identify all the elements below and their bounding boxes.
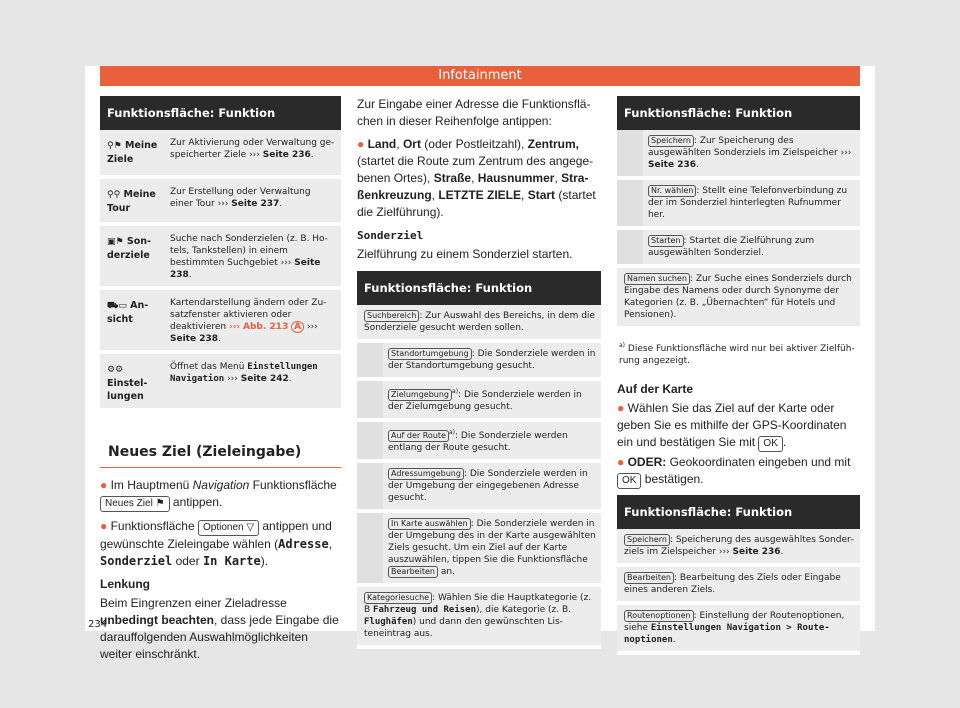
desc-text: : Zur Suche eines Sonderziels durch Eingabe des Namens oder durch Synonyme der Kategorien (z. B. „Übernachten“ für Hotels und Pensionen). [624, 274, 852, 320]
page-number: 234 [88, 619, 108, 630]
table-cell-desc: Zur Aktivierung oder Verwaltung gespeicherter Ziele ››› Seite 236. [165, 130, 341, 177]
text: Geokoordinaten eingeben und mit [666, 455, 851, 469]
table-cell [383, 511, 601, 585]
indent-cell [357, 511, 383, 585]
table-cell-label [100, 177, 165, 224]
text: (startet die Route zum Zentrum des angegebenen Ortes), [357, 154, 594, 185]
text: Funktionsfläche [249, 478, 337, 492]
arrow-ref: ››› [840, 148, 852, 158]
desc-text: : Die Sonderziele werden in der Umgebung der eingegebenen Adresse gesucht. [388, 469, 588, 503]
kategoriesuche-button[interactable]: Kategoriesuche [364, 592, 432, 604]
arrow-ref: ››› [249, 150, 260, 160]
map-view-icon: ⛟▭ [107, 301, 127, 311]
table-cell: Speichern : Speicherung des ausgewähltes Sonderziels im Zielspeicher ››› Seite 236. [617, 529, 860, 565]
desc-text: : Zur Speicherung des ausgewählten Sonderziels im Zielspeicher [648, 136, 838, 158]
desc-text: : Wählen Sie die Hauptkategorie (z. B [364, 593, 592, 615]
desc-text: Öffnet das Menü [170, 362, 245, 372]
field-name: Ort [402, 137, 421, 151]
label-text: Einstellungen [107, 378, 148, 402]
desc-text: Suche nach Sonderzielen (z. B. Hotels, Tankstellen) in einem bestimmten Suchgebiet [170, 234, 328, 268]
page-ref-link[interactable]: Seite 238 [170, 334, 218, 344]
indent-cell [617, 130, 643, 178]
page-ref-link[interactable]: Seite 242 [240, 374, 289, 384]
desc-text: : Speicherung des ausgewähltes Sonderziels im Zielspeicher [624, 535, 854, 557]
table-header: Funktionsfläche: Funktion [357, 271, 601, 305]
table-cell-label [100, 224, 165, 288]
bearbeiten-button[interactable]: Bearbeiten [388, 566, 438, 578]
desc-text: : Bearbeitung des Ziels oder Eingabe eines anderen Ziels. [624, 573, 841, 595]
indent-cell [617, 178, 643, 228]
text: oder [172, 554, 203, 568]
table-header: Funktionsfläche: Funktion [617, 495, 860, 529]
text: Funktionsfläche [110, 519, 198, 533]
table-cell-label [100, 352, 165, 410]
subheading: Lenkung [100, 577, 150, 591]
desc-text: : Stellt eine Telefonverbindung zu der im Sonderziel hinterlegten Rufnummer her. [648, 186, 848, 220]
table-cell [383, 420, 601, 461]
desc-text: : Die Sonderziele werden in der Umgebung des in der Karte ausgewählten Ziels gesucht. Um ein Ziel auf der Karte auszuwählen, tippen Sie die Funktionsfläche [388, 519, 596, 565]
text-italic: Navigation [192, 478, 250, 492]
table-cell-label [100, 288, 165, 352]
instruction-bullet [617, 454, 860, 489]
table-cell [383, 461, 601, 511]
page-ref-link[interactable]: Seite 236 [648, 160, 696, 170]
label-text: Meine Ziele [107, 140, 158, 165]
poi-flag-icon: ▣⚑ [107, 237, 124, 247]
in-karte-auswaehlen-button[interactable]: In Karte auswählen [388, 518, 471, 530]
arrow-ref: ››› [217, 199, 229, 209]
arrow-ref: ››› [227, 374, 238, 384]
table-cell-desc: Zur Erstellung oder Verwaltung einer Tour ››› Seite 237. [165, 177, 341, 224]
suchbereich-button[interactable]: Suchbereich [364, 310, 419, 322]
indent-cell [357, 341, 383, 379]
label-text: Meine Tour [107, 189, 156, 214]
tour-route-icon: ⚲⚲ [107, 190, 121, 200]
desc-text: Kartendarstellung ändern oder Zusatzfenster aktivieren oder deaktivieren [170, 298, 327, 332]
desc-text: : Die Sonderziele werden in der Standortumgebung gesucht. [388, 349, 596, 371]
table-cell [617, 603, 860, 653]
ok-button[interactable]: OK [617, 473, 641, 489]
adressumgebung-button[interactable]: Adressumgebung [388, 468, 464, 480]
text: Beim Eingrenzen einer Zieladresse [100, 596, 287, 610]
subheading-mono: Sonderziel [357, 229, 424, 242]
table-cell [357, 305, 601, 341]
address-instructions [357, 96, 601, 263]
field-name: Straße [433, 171, 472, 185]
desc-text: Zur Erstellung oder Verwaltung einer Tour [170, 187, 311, 209]
menu-name: Einstellungen Navigation [170, 362, 318, 384]
bullet-icon: ● [100, 519, 108, 533]
text: Wählen Sie das Ziel auf der Karte oder geben Sie es mithilfe der GPS-Koordinaten ein und bestätigen Sie mit [617, 401, 847, 449]
menu-name: Einstellungen Navigation > Routenoptionen [624, 623, 830, 645]
bullet-icon: ● [357, 137, 365, 151]
arrow-ref: ››› [229, 322, 241, 332]
menu-name: Flughäfen [364, 617, 413, 627]
text: (startet die Zielführung). [357, 188, 596, 219]
function-table-navigation [100, 96, 341, 412]
bullet-icon: ● [617, 401, 625, 415]
speichern-button[interactable]: Speichern [648, 135, 694, 147]
function-table-karte [617, 495, 860, 655]
table-cell [383, 341, 601, 379]
desc-text: : Die Sonderziele werden in der Zielumgebung gesucht. [388, 390, 582, 412]
footnote-mark: a) [619, 342, 626, 349]
desc-text: an. [437, 567, 455, 577]
field-name: Straßenkreuzung [357, 171, 589, 202]
menu-option: Adresse [278, 537, 329, 551]
function-table-sonderziel-cont [617, 96, 860, 330]
flag-icon: ⚑ [155, 498, 165, 509]
indent-cell [357, 379, 383, 420]
routenoptionen-button[interactable]: Routenoptionen [624, 610, 694, 622]
nr-waehlen-button[interactable]: Nr. wählen [648, 185, 696, 197]
text: (oder Postleitzahl), [420, 137, 528, 151]
table-cell-desc: Suche nach Sonderzielen (z. B. Hotels, Tankstellen) in einem bestimmten Suchgebiet ››› Seite 238. [165, 224, 341, 288]
menu-option: In Karte [202, 554, 261, 568]
arrow-ref: ››› [280, 258, 292, 268]
figure-callout: A [291, 321, 304, 333]
indent-cell [357, 461, 383, 511]
bearbeiten-button[interactable]: Bearbeiten [624, 572, 674, 584]
zielumgebung-button[interactable]: Zielumgebung [388, 389, 452, 401]
namen-suchen-button[interactable]: Namen suchen [624, 273, 690, 285]
desc-text: : Einstellung der Routenoptionen, siehe [624, 611, 845, 633]
table-cell-label [100, 130, 165, 177]
table-cell [617, 565, 860, 603]
subheading: Auf der Karte [617, 382, 694, 396]
table-header: Funktionsfläche: Funktion [617, 96, 860, 130]
arrow-ref: ››› [306, 322, 318, 332]
footnote-ref: a) [452, 388, 459, 395]
table-cell [643, 228, 860, 266]
text: . [782, 435, 787, 449]
desc-text: Zur Aktivierung oder Verwaltung gespeicherter Ziele [170, 138, 335, 160]
table-cell [357, 585, 601, 647]
speichern-button[interactable]: Speichern [624, 534, 670, 546]
paragraph: Zur Eingabe einer Adresse die Funktionsflächen in dieser Reihenfolge antippen: [357, 97, 591, 128]
page-ref-link[interactable]: Seite 237 [231, 199, 280, 209]
text: , [328, 537, 333, 551]
footnote-ref: a) [448, 429, 455, 436]
page-ref-link[interactable]: Seite 238 [170, 258, 321, 280]
neues-ziel-button[interactable] [100, 496, 170, 512]
text-bold: unbedingt beachten [100, 613, 214, 627]
settings-gear-icon: ⚙⚙ [107, 365, 124, 375]
text: ). [260, 554, 269, 568]
desc-text: . [672, 635, 676, 645]
page-ref-link[interactable]: Seite 236 [262, 150, 311, 160]
button-label: Neues Ziel [105, 498, 153, 509]
column-2 [357, 96, 601, 649]
ok-button[interactable]: OK [758, 436, 782, 452]
desc-text: : Startet die Zielführung zum ausgewählten Sonderziel. [648, 236, 815, 258]
footnote [617, 340, 860, 367]
optionen-button[interactable]: Optionen ▽ [198, 520, 259, 536]
field-name: Hausnummer [477, 171, 555, 185]
waypoint-flag-icon: ⚲⚑ [107, 141, 122, 151]
field-name: LETZTE ZIELE [438, 188, 522, 202]
function-table-sonderziel [357, 271, 601, 649]
desc-text: ) und dann den gewünschten Listeneintrag aus. [364, 617, 563, 639]
menu-name: Fahrzeug und Reisen [373, 605, 476, 615]
instruction-bullet [100, 477, 341, 512]
table-cell [643, 178, 860, 228]
footnote-text: Diese Funktionsfläche wird nur bei aktiver Zielführung angezeigt. [619, 344, 855, 366]
desc-text: : Die Sonderziele werden entlang der Route gesucht. [388, 431, 568, 453]
indent-cell [617, 228, 643, 266]
figure-ref-link[interactable]: Abb. 213 [243, 322, 289, 332]
label-text: Sonderziele [107, 236, 151, 261]
column-3 [617, 96, 860, 655]
text: , dass jede Eingabe die darauffolgenden Auswahlmöglichkeiten weiter einschränkt. [100, 613, 339, 661]
table-cell [383, 379, 601, 420]
section-body [100, 468, 341, 663]
label-text: Ansicht [107, 300, 149, 325]
field-name: Land [367, 137, 397, 151]
text: bestätigen. [641, 472, 704, 486]
table-cell-desc: Kartendarstellung ändern oder Zusatzfenster aktivieren oder deaktivieren ››› Abb. 213 A ››› Seite 238. [165, 288, 341, 352]
bullet-icon: ● [617, 455, 625, 469]
table-header: Funktionsfläche: Funktion [100, 96, 341, 130]
text: antippen. [169, 495, 223, 509]
instruction-bullet [617, 400, 860, 452]
desc-text: : Zur Auswahl des Bereichs, in dem die Sonderziele gesucht werden sollen. [364, 311, 595, 333]
paragraph [100, 595, 341, 663]
table-cell [617, 266, 860, 328]
column-1 [100, 96, 341, 669]
auf-der-route-button[interactable]: Auf der Route [388, 430, 449, 442]
section-title: Neues Ziel (Zieleingabe) [100, 436, 341, 468]
arrow-ref: ››› [718, 547, 730, 557]
standortumgebung-button[interactable]: Standortumgebung [388, 348, 472, 360]
karte-section [617, 381, 860, 489]
table-cell-desc: Öffnet das Menü Einstellungen Navigation ››› Seite 242. [165, 352, 341, 410]
text: Im Hauptmenü [110, 478, 193, 492]
page-ref-link[interactable]: Seite 236 [732, 547, 781, 557]
bullet-icon: ● [100, 478, 108, 492]
paragraph: Zielführung zu einem Sonderziel starten. [357, 247, 573, 261]
desc-text: ), die Kategorie (z. B. [476, 605, 571, 615]
field-name: Zentrum, [527, 137, 579, 151]
text-bold: ODER: [627, 455, 667, 469]
field-name: Start [527, 188, 556, 202]
instruction-bullet: ● Land, Ort (oder Postleitzahl), Zentrum, (startet die Route zum Zentrum des angegebenen Ortes), Straße, Hausnummer, Straßenkreuzung, LETZTE ZIELE, Start (startet die Zielführung). [357, 137, 596, 219]
section [100, 436, 341, 663]
starten-button[interactable]: Starten [648, 235, 684, 247]
menu-option: Sonderziel [100, 554, 173, 568]
instruction-bullet [100, 518, 341, 570]
chapter-header: Infotainment [100, 66, 860, 86]
text: antippen und gewünschte Zieleingabe wählen ( [100, 519, 332, 551]
indent-cell [357, 420, 383, 461]
table-cell: Speichern : Zur Speicherung des ausgewählten Sonderziels im Zielspeicher ››› Seite 236. [643, 130, 860, 178]
